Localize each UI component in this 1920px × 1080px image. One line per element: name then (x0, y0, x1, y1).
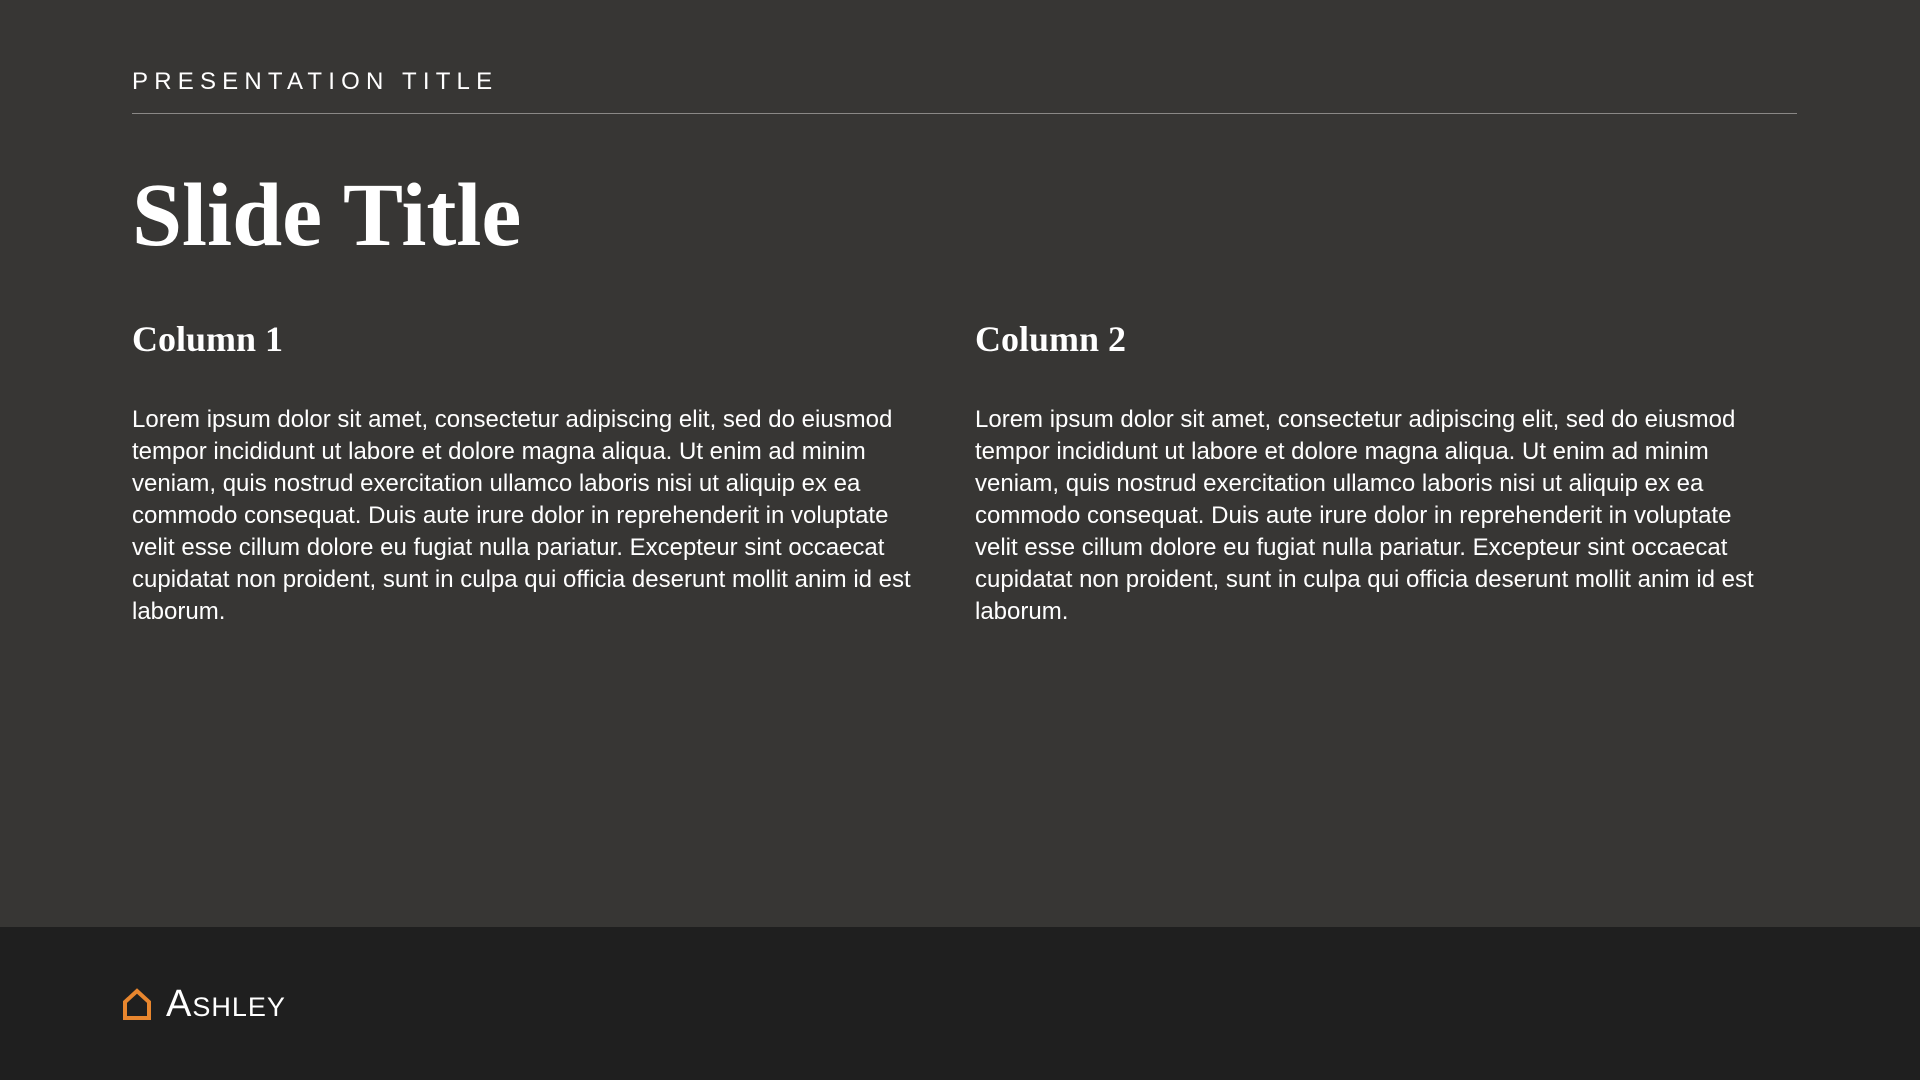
column-1-heading: Column 1 (132, 319, 284, 359)
column-2-heading: Column 2 (975, 319, 1127, 359)
footer-bar (0, 927, 1920, 1080)
logo-wordmark: Ashley (166, 983, 286, 1025)
column-2-body: Lorem ipsum dolor sit amet, consectetur adipiscing elit, sed do eiusmod tempor incididunt ut labore et dolore magna aliqua. Ut enim ad minim veniam, quis nostrud exercitation ullamco laboris nisi ut aliquip ex ea commodo consequat. Duis aute irure dolor in reprehenderit in voluptate velit esse cillum dolore eu fugiat nulla pariatur. Excepteur sint occaecat cupidatat non proident, sunt in culpa qui officia deserunt mollit anim id est laborum. (975, 406, 1754, 626)
column-1-body: Lorem ipsum dolor sit amet, consectetur adipiscing elit, sed do eiusmod tempor incididunt ut labore et dolore magna aliqua. Ut enim ad minim veniam, quis nostrud exercitation ullamco laboris nisi ut aliquip ex ea commodo consequat. Duis aute irure dolor in reprehenderit in voluptate velit esse cillum dolore eu fugiat nulla pariatur. Excepteur sint occaecat cupidatat non proident, sunt in culpa qui officia deserunt mollit anim id est laborum. (132, 406, 911, 626)
slide-title: Slide Title (132, 166, 522, 265)
house-icon (122, 988, 152, 1020)
presentation-title: PRESENTATION TITLE (132, 68, 499, 95)
column-2 (975, 318, 1765, 628)
header-divider (132, 113, 1797, 114)
ashley-logo (122, 983, 286, 1025)
column-1 (132, 318, 922, 628)
